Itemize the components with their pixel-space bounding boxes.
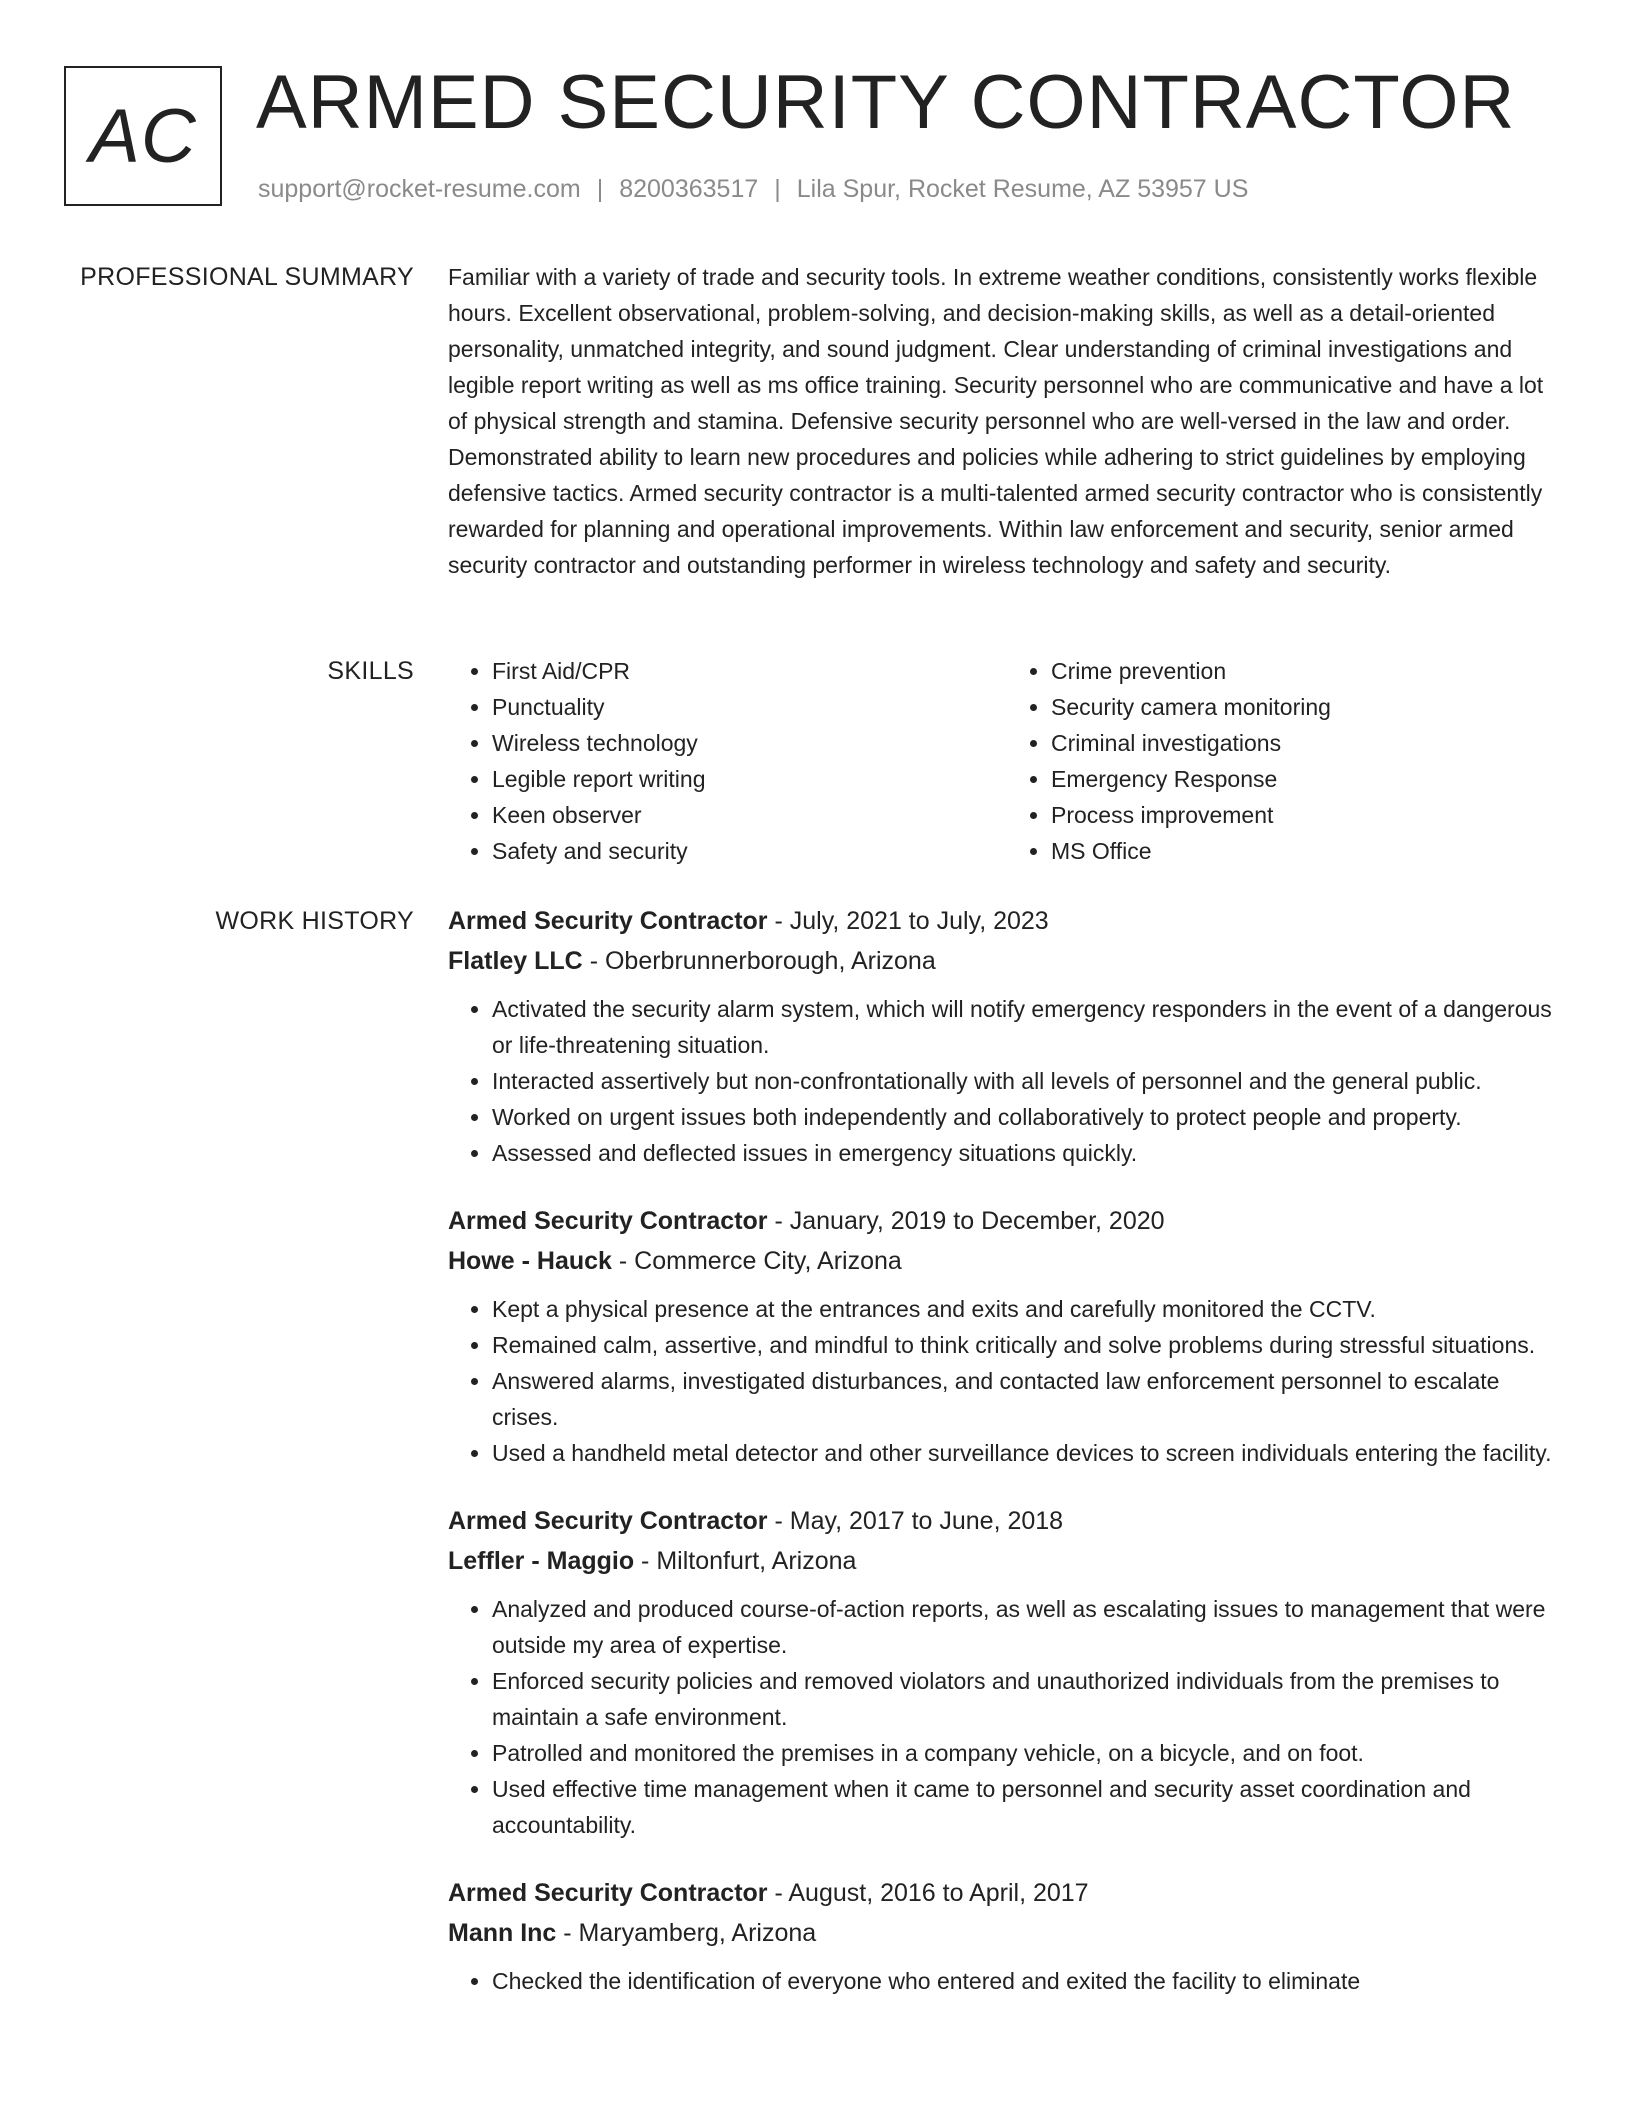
job-company-line (448, 1241, 1566, 1281)
job-bullet: • Used a handheld metal detector and other surveillance devices to screen individuals entering the facility. (492, 1435, 1566, 1471)
skills-list-right (1007, 653, 1566, 869)
contact-address: Lila Spur, Rocket Resume, AZ 53957 US (796, 175, 1249, 203)
job-company: Leffler - Maggio (448, 1547, 635, 1575)
job-bullet: • Enforced security policies and removed violators and unauthorized individuals from the premises to maintain a safe environment. (492, 1663, 1566, 1735)
job-location: - Miltonfurt, Arizona (634, 1547, 857, 1575)
job-location: - Oberbrunnerborough, Arizona (582, 947, 936, 975)
skills-list-left (448, 653, 1007, 869)
job-company: Mann Inc (448, 1919, 557, 1947)
job-company-line (448, 1541, 1566, 1581)
job-bullets (448, 1963, 1566, 1999)
job-title: Armed Security Contractor (448, 1879, 768, 1907)
job-company-line (448, 941, 1566, 981)
contact-separator: | (596, 175, 604, 203)
skill-item: • Legible report writing (492, 761, 1007, 797)
contact-separator: | (774, 175, 781, 203)
skill-item: • Punctuality (492, 689, 1007, 725)
job-entry (448, 1873, 1566, 1999)
job-bullet: • Checked the identification of everyone who entered and exited the facility to eliminate (492, 1963, 1566, 1999)
job-title: Armed Security Contractor (448, 1507, 768, 1535)
job-title-line (448, 1501, 1566, 1541)
job-location: - Maryamberg, Arizona (556, 1919, 817, 1947)
monogram-logo: AC (64, 66, 222, 206)
contact-email: support@rocket-resume.com (258, 175, 581, 203)
job-bullets (448, 991, 1566, 1171)
job-entry (448, 901, 1566, 1171)
job-title: Armed Security Contractor (448, 907, 768, 935)
job-bullets (448, 1591, 1566, 1843)
job-entry (448, 1501, 1566, 1843)
job-bullet: • Worked on urgent issues both independently and collaboratively to protect people and property. (492, 1099, 1566, 1135)
job-bullet: • Assessed and deflected issues in emergency situations quickly. (492, 1135, 1566, 1171)
skill-item: • Security camera monitoring (1051, 689, 1566, 725)
job-company: Howe - Hauck (448, 1247, 612, 1275)
job-dates: - May, 2017 to June, 2018 (767, 1507, 1064, 1535)
contact-line (258, 175, 1248, 204)
work-history-heading: WORK HISTORY (215, 907, 414, 935)
skill-item: • Criminal investigations (1051, 725, 1566, 761)
skill-item: • Crime prevention (1051, 653, 1566, 689)
job-bullet: • Kept a physical presence at the entrances and exits and carefully monitored the CCTV. (492, 1291, 1566, 1327)
job-bullet: • Patrolled and monitored the premises in a company vehicle, on a bicycle, and on foot. (492, 1735, 1566, 1771)
job-title-line (448, 1873, 1566, 1913)
work-history-body (448, 901, 1566, 2029)
skill-item: • First Aid/CPR (492, 653, 1007, 689)
summary-heading: PROFESSIONAL SUMMARY (80, 263, 414, 291)
job-bullet: • Activated the security alarm system, which will notify emergency responders in the event of a dangerous or life-threatening situation. (492, 991, 1566, 1063)
job-location: - Commerce City, Arizona (611, 1247, 902, 1275)
job-bullet: • Answered alarms, investigated disturbances, and contacted law enforcement personnel to escalate crises. (492, 1363, 1566, 1435)
skill-item: • Emergency Response (1051, 761, 1566, 797)
job-bullet: • Remained calm, assertive, and mindful to think critically and solve problems during stressful situations. (492, 1327, 1566, 1363)
summary-text: Familiar with a variety of trade and security tools. In extreme weather conditions, consistently works flexible hours. Excellent observational, problem-solving, and decision-making skills, as well as a detail-oriented personality, unmatched integrity, and sound judgment. Clear understanding of criminal investigations and legible report writing as well as ms office training. Security personnel who are communicative and have a lot of physical strength and stamina. Defensive security personnel who are well-versed in the law and order. Demonstrated ability to learn new procedures and policies while adhering to strict guidelines by employing defensive tactics. Armed security contractor is a multi-talented armed security contractor who is consistently rewarded for planning and operational improvements. Within law enforcement and security, senior armed security contractor and outstanding performer in wireless technology and safety and security. (448, 264, 1544, 578)
job-bullet: • Used effective time management when it came to personnel and security asset coordination and accountability. (492, 1771, 1566, 1843)
job-company: Flatley LLC (448, 947, 583, 975)
skill-item: • MS Office (1051, 833, 1566, 869)
skill-item: • Keen observer (492, 797, 1007, 833)
job-entry (448, 1201, 1566, 1471)
contact-phone: 8200363517 (619, 175, 759, 203)
job-dates: - August, 2016 to April, 2017 (767, 1879, 1089, 1907)
skills-body (448, 653, 1566, 869)
job-bullet: • Interacted assertively but non-confrontationally with all levels of personnel and the general public. (492, 1063, 1566, 1099)
summary-body (448, 259, 1566, 583)
job-bullets (448, 1291, 1566, 1471)
job-dates: - July, 2021 to July, 2023 (767, 907, 1049, 935)
resume-name: ARMED SECURITY CONTRACTOR (256, 60, 1516, 145)
skill-item: • Process improvement (1051, 797, 1566, 833)
job-title-line (448, 901, 1566, 941)
skill-item: • Wireless technology (492, 725, 1007, 761)
job-bullet: • Analyzed and produced course-of-action reports, as well as escalating issues to management that were outside my area of expertise. (492, 1591, 1566, 1663)
job-dates: - January, 2019 to December, 2020 (767, 1207, 1165, 1235)
job-title-line (448, 1201, 1566, 1241)
skill-item: • Safety and security (492, 833, 1007, 869)
job-company-line (448, 1913, 1566, 1953)
job-title: Armed Security Contractor (448, 1207, 768, 1235)
skills-heading: SKILLS (327, 657, 414, 685)
